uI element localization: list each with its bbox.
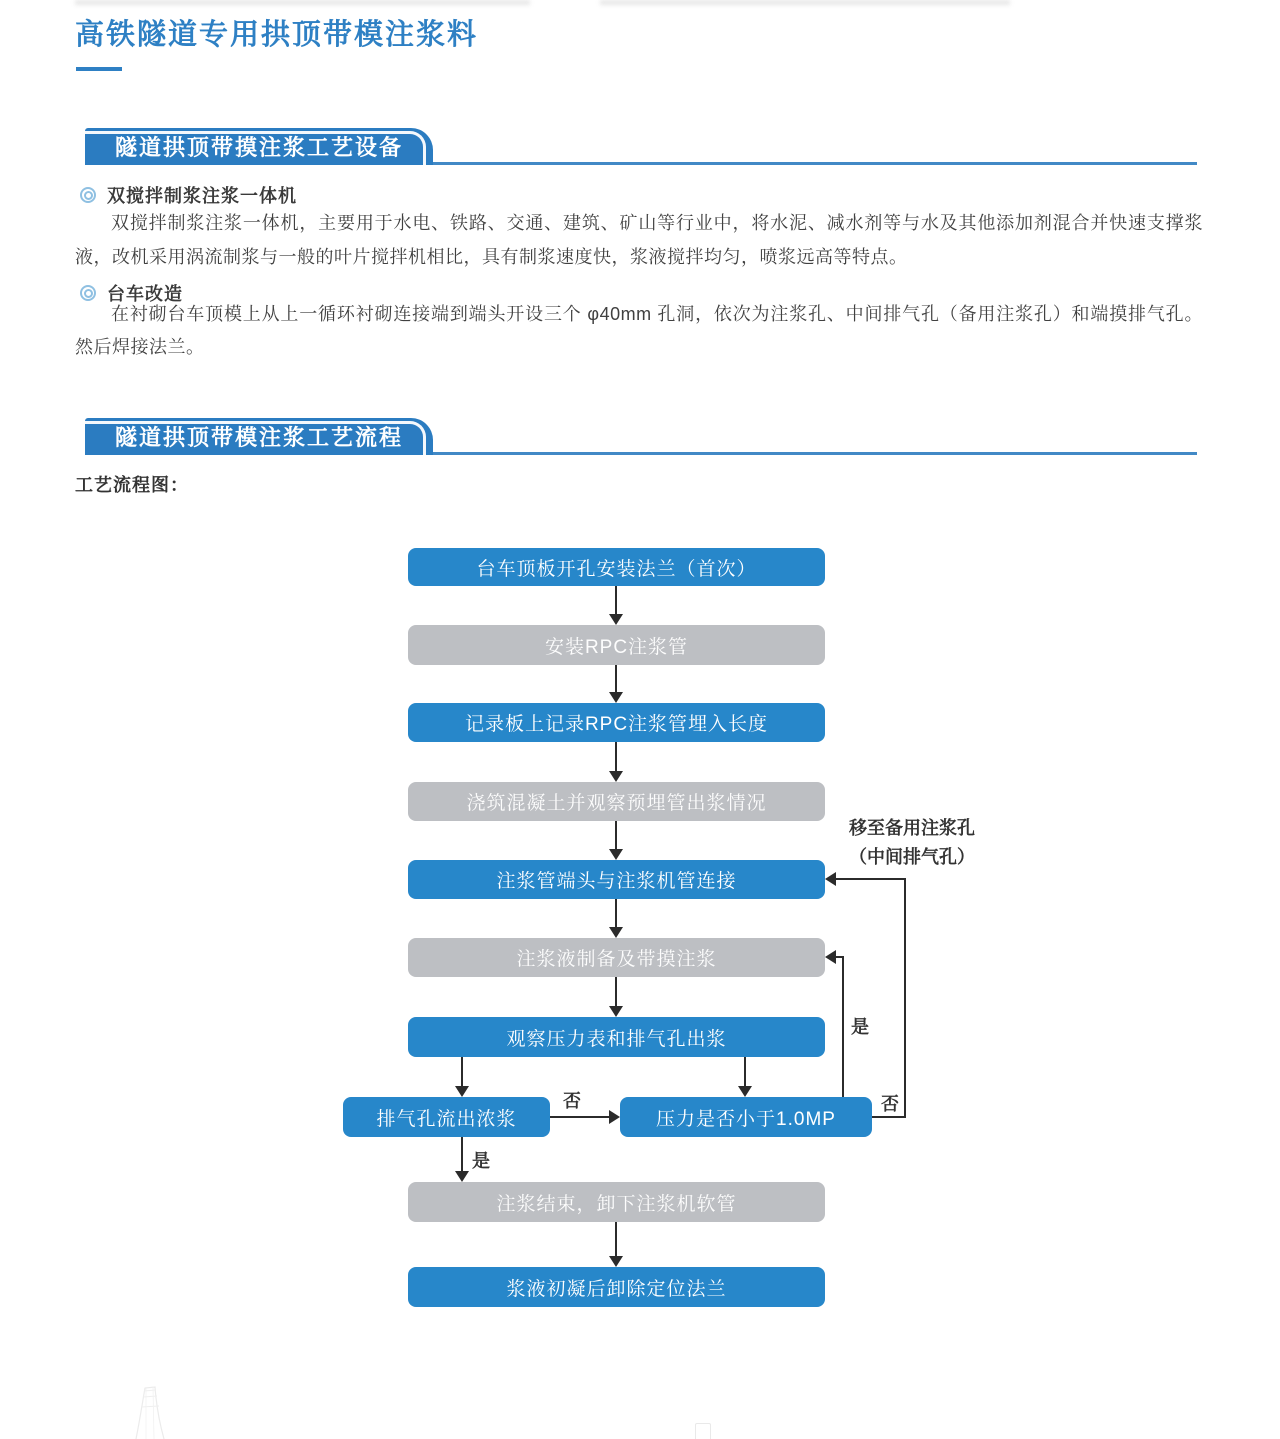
item-title: 台车改造	[107, 284, 183, 304]
flow-node: 注浆结束，卸下注浆机软管	[408, 1182, 825, 1222]
arrow-down-icon	[455, 1171, 469, 1182]
arrow-down-icon	[738, 1086, 752, 1097]
flow-node: 安装RPC注浆管	[408, 625, 825, 665]
item-title: 双搅拌制浆注浆一体机	[107, 186, 297, 206]
loop-annotation-line2: （中间排气孔）	[849, 847, 975, 867]
flow-node: 压力是否小于1.0MP	[620, 1097, 872, 1137]
section-header-label: 隧道拱顶带摸注浆工艺设备	[114, 135, 403, 160]
list-item	[80, 185, 297, 205]
arrow-down-icon	[455, 1086, 469, 1097]
arrow-down-icon	[609, 1006, 623, 1017]
connector-line	[461, 1057, 463, 1086]
page-title: 高铁隧道专用拱顶带模注浆料	[75, 19, 479, 51]
edge-label-yes-loop: 是	[851, 1017, 869, 1037]
connector-line	[615, 899, 617, 927]
item-body: 在衬砌台车顶模上从上一循环衬砌连接端到端头开设三个 φ40mm 孔洞，依次为注浆孔、中间排气孔（备用注浆孔）和端摸排气孔。然后焊接法兰。	[75, 304, 1203, 357]
flow-node: 浇筑混凝土并观察预埋管出浆情况	[408, 782, 825, 821]
arrow-right-icon	[609, 1110, 620, 1124]
connector-line	[461, 1137, 463, 1171]
flow-node: 台车顶板开孔安装法兰（首次）	[408, 548, 825, 586]
flow-node: 注浆管端头与注浆机管连接	[408, 860, 825, 899]
arrow-left-icon	[825, 872, 836, 886]
flowchart-caption: 工艺流程图：	[75, 475, 189, 495]
arrow-down-icon	[609, 927, 623, 938]
connector-line	[744, 1057, 746, 1086]
tower-watermark	[122, 1385, 184, 1439]
loop-annotation	[836, 814, 988, 872]
connector-line	[842, 956, 844, 1097]
edge-label-no: 否	[563, 1091, 581, 1111]
section-header-process	[85, 418, 433, 455]
flow-node: 注浆液制备及带摸注浆	[408, 938, 825, 977]
page-smudge	[695, 1423, 711, 1439]
arrow-down-icon	[609, 614, 623, 625]
flow-node: 浆液初凝后卸除定位法兰	[408, 1267, 825, 1307]
top-edge-smudge	[600, 0, 1010, 5]
flow-node: 记录板上记录RPC注浆管埋入长度	[408, 703, 825, 742]
edge-label-yes: 是	[472, 1151, 490, 1171]
arrow-down-icon	[609, 692, 623, 703]
connector-line	[550, 1116, 609, 1118]
flow-node: 排气孔流出浓浆	[343, 1097, 550, 1137]
connector-line	[836, 878, 904, 880]
arrow-left-icon	[825, 950, 836, 964]
item-body: 双搅拌制浆注浆一体机，主要用于水电、铁路、交通、建筑、矿山等行业中，将水泥、减水剂等与水及其他添加剂混合并快速支撑浆液，改机采用涡流制浆与一般的叶片搅拌机相比，具有制浆速度快，浆液搅拌均匀，喷浆远高等特点。	[75, 213, 1203, 267]
connector-line	[615, 1222, 617, 1256]
connector-line	[904, 878, 906, 1118]
connector-line	[615, 821, 617, 849]
top-edge-smudge	[75, 0, 530, 5]
connector-line	[615, 977, 617, 1006]
connector-line	[615, 665, 617, 692]
connector-line	[615, 742, 617, 771]
double-circle-bullet-icon	[80, 187, 96, 203]
connector-line	[615, 586, 617, 614]
section-header-equipment	[85, 128, 433, 165]
connector-line	[872, 1116, 906, 1118]
arrow-down-icon	[609, 771, 623, 782]
loop-annotation-line1: 移至备用注浆孔	[849, 818, 975, 838]
arrow-down-icon	[609, 849, 623, 860]
edge-label-no-loop: 否	[881, 1094, 899, 1114]
section-header-label: 隧道拱顶带模注浆工艺流程	[114, 425, 403, 450]
title-underline	[76, 67, 122, 71]
flow-node: 观察压力表和排气孔出浆	[408, 1017, 825, 1057]
arrow-down-icon	[609, 1256, 623, 1267]
